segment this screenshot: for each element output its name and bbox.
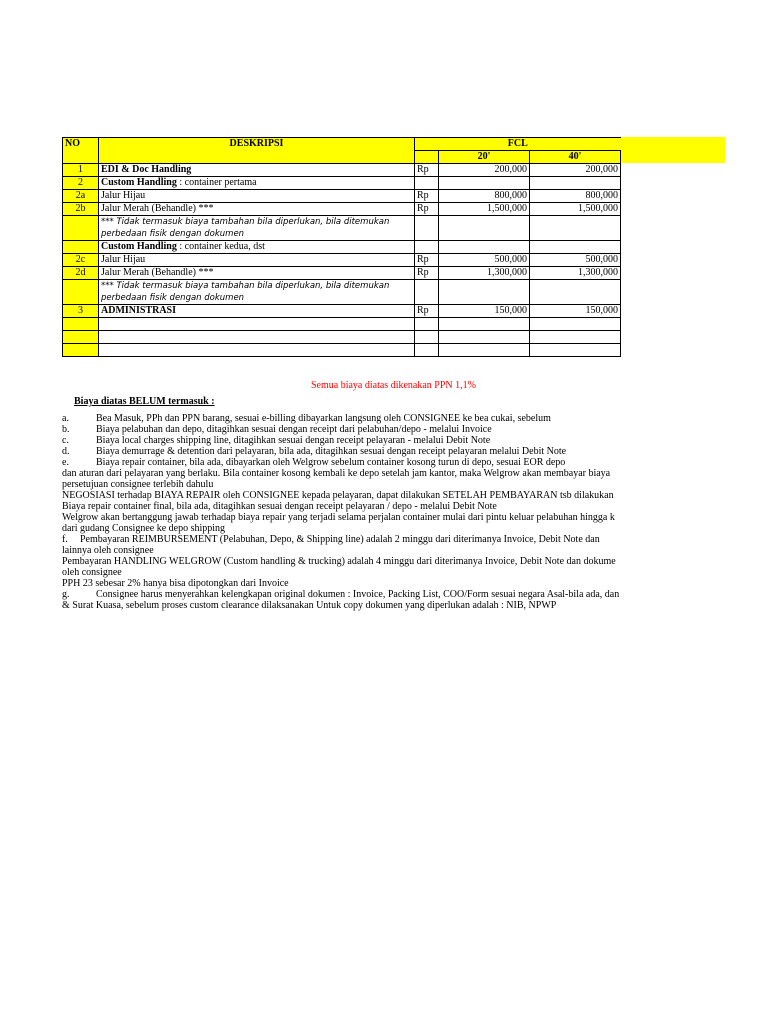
description-text: Jalur Hijau — [101, 254, 146, 265]
line-text: Welgrow akan bertanggung jawab terhadap biaya repair yang terjadi selama perjalan container mulai dari pintu keluar pelabuhan hingga k — [62, 512, 615, 523]
line-text: Biaya demurrage & detention dari pelayaran, bila ada, ditagihkan sesuai dengan receipt pelayaran melalui Debit Note — [96, 446, 567, 457]
row-number: 2a — [63, 190, 99, 203]
table-row — [63, 241, 621, 254]
header-row-1 — [63, 138, 621, 151]
description-text: : container pertama — [176, 177, 257, 188]
row-number: 3 — [63, 305, 99, 318]
table-row — [63, 216, 621, 241]
empty-cell — [439, 280, 530, 305]
description-text: : container kedua, dst — [176, 241, 265, 252]
exclusion-line — [62, 545, 622, 556]
row-number: 2b — [63, 203, 99, 216]
currency — [415, 241, 439, 254]
exclusion-line — [62, 479, 622, 490]
empty-cell — [530, 318, 621, 331]
empty-cell — [415, 331, 439, 344]
header-no: NO — [63, 138, 99, 164]
line-text: Biaya local charges shipping line, ditagihkan sesuai dengan receipt pelayaran - melalui Debit Note — [96, 435, 491, 446]
line-text: Biaya pelabuhan dan depo, ditagihkan sesuai dengan receipt dari pelabuhan/depo - melalui Invoice — [96, 424, 492, 435]
line-text: Biaya repair container final, bila ada, ditagihkan sesuai dengan receipt pelayaran / depo - melalui Debit Note — [62, 501, 497, 512]
line-text: dan aturan dari pelayaran yang berlaku. Bila container kosong kembali ke depo setelah jam kantor, maka Welgrow akan membayar biaya — [62, 468, 611, 479]
empty-cell — [415, 280, 439, 305]
price-20ft: 500,000 — [439, 254, 530, 267]
price-40ft — [530, 241, 621, 254]
line-label: e. — [62, 457, 69, 468]
currency: Rp — [415, 305, 439, 318]
line-text: persetujuan consignee terlebih dahulu — [62, 479, 214, 490]
row-note: *** Tidak termasuk biaya tambahan bila diperlukan, bila ditemukan perbedaan fisik dengan dokumen — [99, 280, 415, 305]
row-number — [63, 241, 99, 254]
exclusion-line — [62, 490, 622, 501]
empty-row — [63, 318, 621, 331]
price-table — [62, 137, 621, 357]
price-20ft — [439, 241, 530, 254]
exclusion-line — [62, 435, 622, 446]
empty-cell — [415, 216, 439, 241]
row-description — [99, 164, 415, 177]
exclusion-line — [62, 512, 622, 523]
price-40ft: 150,000 — [530, 305, 621, 318]
price-20ft: 1,500,000 — [439, 203, 530, 216]
exclusion-line — [62, 534, 622, 545]
exclusion-line — [62, 446, 622, 457]
line-text: Biaya repair container, bila ada, dibayarkan oleh Welgrow sebelum container kosong turun di depo, sesuai EOR depo — [96, 457, 566, 468]
line-text: Pembayaran REIMBURSEMENT (Pelabuhan, Depo, & Shipping line) adalah 2 minggu dari diterimanya Invoice, Debit Note dan — [80, 534, 600, 545]
exclusion-line — [62, 468, 622, 479]
table-row — [63, 203, 621, 216]
empty-cell — [63, 344, 99, 357]
exclusion-line — [62, 457, 622, 468]
price-20ft: 200,000 — [439, 164, 530, 177]
line-text: Bea Masuk, PPh dan PPN barang, sesuai e-billing dibayarkan langsung oleh CONSIGNEE ke bea cukai, sebelum — [96, 413, 551, 424]
price-40ft: 500,000 — [530, 254, 621, 267]
row-description — [99, 305, 415, 318]
row-description — [99, 241, 415, 254]
currency: Rp — [415, 190, 439, 203]
exclusion-line — [62, 424, 622, 435]
empty-cell — [99, 331, 415, 344]
table-row — [63, 280, 621, 305]
description-bold: Custom Handling — [101, 177, 177, 188]
header-highlight-band — [620, 137, 725, 163]
table-row — [63, 177, 621, 190]
empty-cell — [63, 331, 99, 344]
exclusion-line — [62, 578, 622, 589]
currency: Rp — [415, 164, 439, 177]
empty-row — [63, 331, 621, 344]
exclusion-line — [62, 589, 622, 600]
empty-cell — [63, 318, 99, 331]
exclusion-line — [62, 523, 622, 534]
price-40ft — [530, 177, 621, 190]
empty-cell — [415, 344, 439, 357]
empty-cell — [99, 318, 415, 331]
line-text: Consignee harus menyerahkan kelengkapan original dokumen : Invoice, Packing List, COO/Form sesuai negara Asal-bila ada, dan — [96, 589, 620, 600]
exclusion-line — [62, 501, 622, 512]
row-number: 2 — [63, 177, 99, 190]
line-label: a. — [62, 413, 69, 424]
line-text: Pembayaran HANDLING WELGROW (Custom handling & trucking) adalah 4 minggu dari diterimanya Invoice, Debit Note dan dokume — [62, 556, 616, 567]
row-number — [63, 216, 99, 241]
header-fcl: FCL — [415, 138, 621, 151]
description-bold: ADMINISTRASI — [101, 305, 177, 316]
table-row — [63, 190, 621, 203]
header-20ft: 20' — [439, 151, 530, 164]
row-number: 2c — [63, 254, 99, 267]
exclusions-title: Biaya diatas BELUM termasuk : — [74, 396, 215, 407]
row-note: *** Tidak termasuk biaya tambahan bila diperlukan, bila ditemukan perbedaan fisik dengan dokumen — [99, 216, 415, 241]
exclusion-line — [62, 556, 622, 567]
row-number: 2d — [63, 267, 99, 280]
empty-cell — [439, 318, 530, 331]
row-description — [99, 254, 415, 267]
empty-row — [63, 344, 621, 357]
empty-cell — [530, 216, 621, 241]
exclusion-line — [62, 567, 622, 578]
description-text: Jalur Merah (Behandle) *** — [101, 203, 214, 214]
description-bold: Custom Handling — [101, 241, 177, 252]
header-deskripsi: DESKRIPSI — [99, 138, 415, 164]
description-text: Jalur Hijau — [101, 190, 146, 201]
currency: Rp — [415, 254, 439, 267]
exclusion-line — [62, 600, 622, 611]
row-description — [99, 267, 415, 280]
price-40ft: 200,000 — [530, 164, 621, 177]
line-text: PPH 23 sebesar 2% hanya bisa dipotongkan dari Invoice — [62, 578, 289, 589]
empty-cell — [415, 318, 439, 331]
price-20ft: 1,300,000 — [439, 267, 530, 280]
currency — [415, 177, 439, 190]
line-label: g. — [62, 589, 70, 600]
line-text: oleh consignee — [62, 567, 122, 578]
empty-cell — [439, 331, 530, 344]
row-description — [99, 190, 415, 203]
price-20ft — [439, 177, 530, 190]
line-text: & Surat Kuasa, sebelum proses custom clearance dilaksanakan Untuk copy dokumen yang diperlukan adalah : NIB, NPWP — [62, 600, 557, 611]
table-row — [63, 164, 621, 177]
description-bold: EDI & Doc Handling — [101, 164, 192, 175]
exclusion-line — [62, 413, 622, 424]
currency: Rp — [415, 203, 439, 216]
row-description — [99, 177, 415, 190]
price-40ft: 1,500,000 — [530, 203, 621, 216]
line-text: NEGOSIASI terhadap BIAYA REPAIR oleh CONSIGNEE kepada pelayaran, dapat dilakukan SETELAH PEMBAYARAN tsb dilakukan — [62, 490, 614, 501]
price-40ft: 800,000 — [530, 190, 621, 203]
header-empty-cell — [415, 151, 439, 164]
empty-cell — [530, 344, 621, 357]
empty-cell — [530, 331, 621, 344]
line-label: c. — [62, 435, 69, 446]
line-label: f. — [62, 534, 68, 545]
line-text: lainnya oleh consignee — [62, 545, 154, 556]
line-text: dari gudang Consignee ke depo shipping — [62, 523, 226, 534]
line-label: b. — [62, 424, 70, 435]
empty-cell — [530, 280, 621, 305]
ppn-note: Semua biaya diatas dikenakan PPN 1,1% — [311, 380, 476, 391]
row-number: 1 — [63, 164, 99, 177]
line-label: d. — [62, 446, 70, 457]
row-number — [63, 280, 99, 305]
empty-cell — [439, 344, 530, 357]
empty-cell — [439, 216, 530, 241]
currency: Rp — [415, 267, 439, 280]
header-40ft: 40' — [530, 151, 621, 164]
table-row — [63, 305, 621, 318]
price-20ft: 150,000 — [439, 305, 530, 318]
price-20ft: 800,000 — [439, 190, 530, 203]
empty-cell — [99, 344, 415, 357]
price-40ft: 1,300,000 — [530, 267, 621, 280]
table-row — [63, 267, 621, 280]
row-description — [99, 203, 415, 216]
table-row — [63, 254, 621, 267]
description-text: Jalur Merah (Behandle) *** — [101, 267, 214, 278]
